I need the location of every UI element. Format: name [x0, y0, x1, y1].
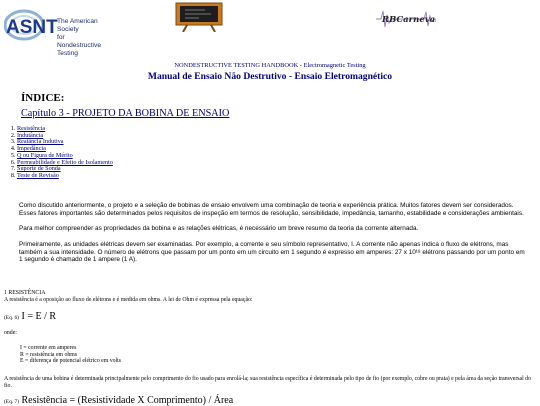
- section-heading-resistencia: 1 RESISTÊNCIA: [4, 290, 46, 296]
- toc-link-impedancia[interactable]: Impedância: [17, 145, 46, 153]
- asnt-name-line1: The American Society: [57, 18, 98, 33]
- asnt-mark: ASNT: [6, 17, 58, 38]
- page-title: Manual de Ensaio Não Destrutivo - Ensaio Eletromagnético: [147, 71, 393, 82]
- asnt-name-line2: for Nondestructive Testing: [57, 34, 101, 57]
- definition-item: I = corrente em amperes: [20, 345, 77, 351]
- equation-6-tag: (Eq. 6): [4, 315, 19, 321]
- rbcarneval-logo[interactable]: [376, 8, 436, 30]
- equation-7-tag: (Eq. 7): [4, 399, 19, 405]
- onde-label: onde:: [4, 330, 17, 336]
- toc-link-q-merito[interactable]: Q ou Figura de Mérito: [17, 151, 73, 159]
- definition-item: E = diferença de potencial elétrico em volts: [20, 358, 121, 365]
- toc-link-indutancia[interactable]: Indutância: [17, 131, 44, 139]
- equation-6: [4, 311, 56, 322]
- chapter-title-link[interactable]: Capítulo 3 - PROJETO DA BOBINA DE ENSAIO: [21, 108, 230, 119]
- intro-paragraph-1: Como discutido anteriormente, o projeto e a seleção de bobinas de ensaio envolvem uma combinação de teoria e experiência prática. Muitos fatores devem ser considerados. Esses fatores importantes são determinados pelos requisitos de inspeção em termos de resolução, sensibilidade, impedância, tamanho, estabilidade e considerações ambientais.: [19, 202, 524, 217]
- section-text-coil: A resistência de uma bobina é determinada principalmente pelo comprimento do fio usado para enrolá-la; sua resistência específica é determinada pelo tipo de fio (por exemplo, cobre ou prata) e pela área da seção transversal do fio.: [4, 376, 531, 389]
- toc-link-suporte-sonda[interactable]: Suporte de Sonda: [17, 165, 61, 173]
- toc-link-reatancia[interactable]: Reatância Indutiva: [17, 138, 64, 146]
- toc-item: [17, 173, 113, 180]
- definitions-list: [20, 345, 121, 365]
- asnt-logo[interactable]: [4, 3, 106, 57]
- equation-6-formula: I = E / R: [21, 311, 57, 322]
- toc-link-resistencia[interactable]: Resistência: [17, 125, 46, 132]
- table-of-contents: [5, 126, 113, 180]
- rbcarneval-logo-text: RBCarneval: [382, 15, 436, 25]
- intro-paragraph-2: Para melhor compreender as propriedades da bobina e as relações elétricas, é necessário um breve resumo da teoria da corrente alternada.: [19, 225, 419, 232]
- toc-link-permeabilidade[interactable]: Permeabilidade e Efeito de Isolamento: [17, 158, 113, 166]
- equation-7-formula: Resistência = (Resistividade X Comprimento) / Área: [21, 395, 234, 406]
- equation-7: [4, 395, 233, 406]
- chalkboard-icon: [175, 2, 223, 32]
- section-text-ohm: A resistência é a oposição ao fluxo de elétrons e é medida em ohms. A lei de Ohm é expressa pela equação:: [4, 297, 253, 303]
- handbook-subtitle: NONDESTRUCTIVE TESTING HANDBOOK - Electromagnetic Testing: [174, 62, 366, 69]
- index-heading: ÍNDICE:: [21, 92, 65, 104]
- intro-paragraph-3: Primeiramente, as unidades elétricas devem ser examinadas. Por exemplo, a corrente e seu símbolo representativo, I. A corrente não apenas indica o fluxo de elétrons, mas também a sua intensidade. O número de elétrons que passam por um ponto em um circuito em 1 segundo é expresso em amperes: 27 x 10¹⁸ elétrons passando por um ponto em 1 segundo é chamado de 1 ampere (1 A).: [19, 241, 525, 264]
- definition-item: R = resistência em ohms: [20, 351, 78, 358]
- toc-link-teste-revisao[interactable]: Teste de Revisão: [17, 171, 59, 179]
